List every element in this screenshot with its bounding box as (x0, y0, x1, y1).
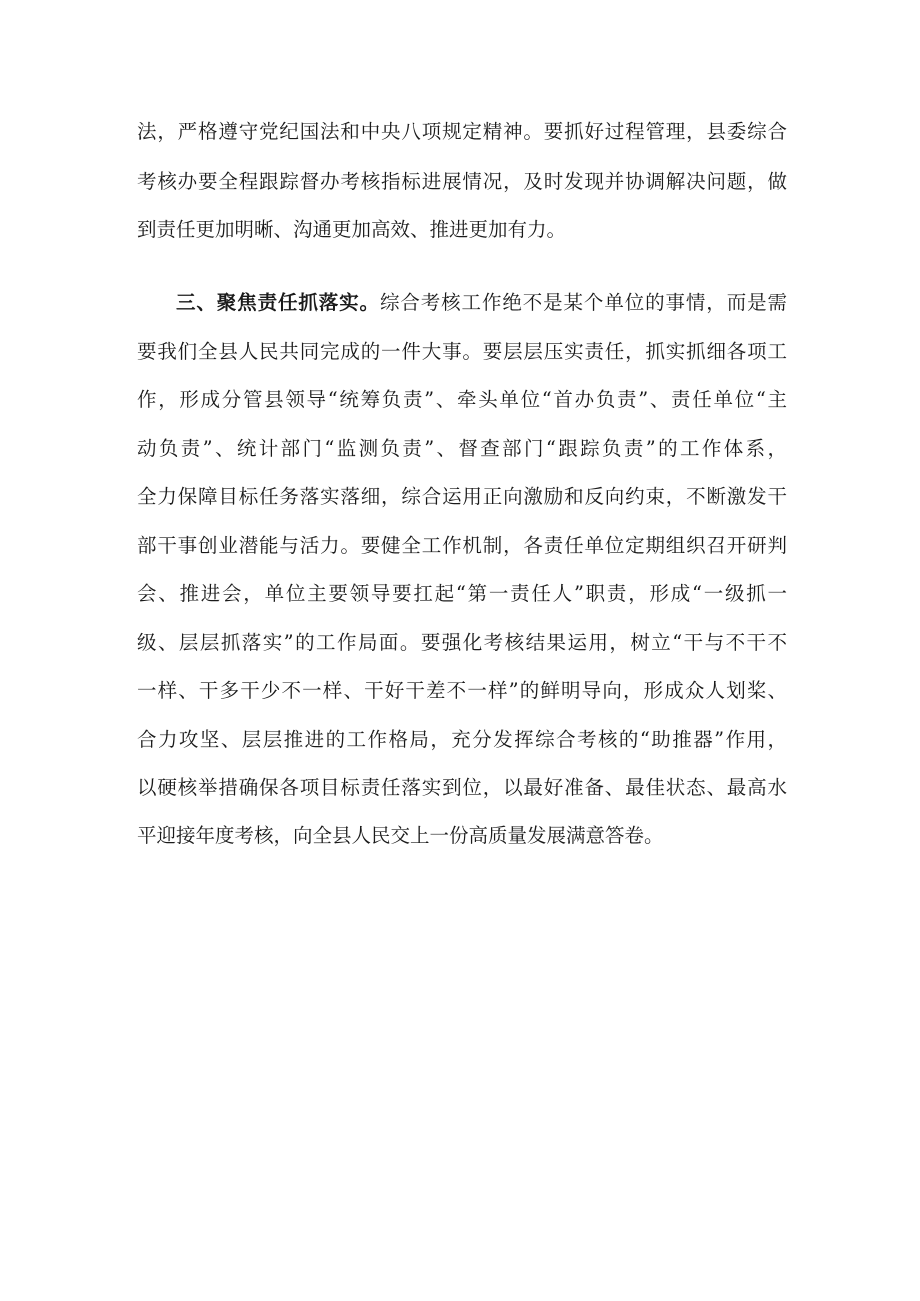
paragraph-2-line-10: 合力攻坚、层层推进的工作格局，充分发挥综合考核的“助推器”作用， (137, 728, 787, 751)
paragraph-2-line-9: 一样、干多干少不一样、干好干差不一样”的鲜明导向，形成众人划桨、 (137, 679, 787, 702)
paragraph-2-line-2: 要我们全县人民共同完成的一件大事。要层层压实责任，抓实抓细各项工 (137, 340, 787, 363)
paragraph-2-line-1 (176, 285, 787, 321)
paragraph-2-line-6: 部干事创业潜能与活力。要健全工作机制，各责任单位定期组织召开研判 (137, 534, 787, 557)
paragraph-2-line-8: 级、层层抓落实”的工作局面。要强化考核结果运用，树立“干与不干不 (137, 631, 787, 654)
paragraph-2-line-11: 以硬核举措确保各项目标责任落实到位，以最好准备、最佳状态、最高水 (137, 776, 787, 799)
paragraph-1-line-1: 法，严格遵守党纪国法和中央八项规定精神。要抓好过程管理，县委综合 (137, 120, 787, 143)
paragraph-1-line-3: 到责任更加明晰、沟通更加高效、推进更加有力。 (137, 218, 567, 241)
paragraph-2-first-line-text: 综合考核工作绝不是某个单位的事情，而是需 (379, 291, 787, 314)
paragraph-1-line-2: 考核办要全程跟踪督办考核指标进展情况，及时发现并协调解决问题，做 (137, 170, 787, 193)
paragraph-2-line-7: 会、推进会，单位主要领导要扛起“第一责任人”职责，形成“一级抓一 (137, 582, 787, 605)
paragraph-2-line-3: 作，形成分管县领导“统筹负责”、牵头单位“首办负责”、责任单位“主 (137, 388, 787, 411)
paragraph-2-line-12: 平迎接年度考核，向全县人民交上一份高质量发展满意答卷。 (137, 824, 664, 847)
section-heading: 三、聚焦责任抓落实。 (176, 291, 380, 314)
paragraph-2-line-4: 动负责”、统计部门“监测负责”、督查部门“跟踪负责”的工作体系， (137, 437, 787, 460)
paragraph-2-line-5: 全力保障目标任务落实落细，综合运用正向激励和反向约束，不断激发干 (137, 485, 787, 508)
